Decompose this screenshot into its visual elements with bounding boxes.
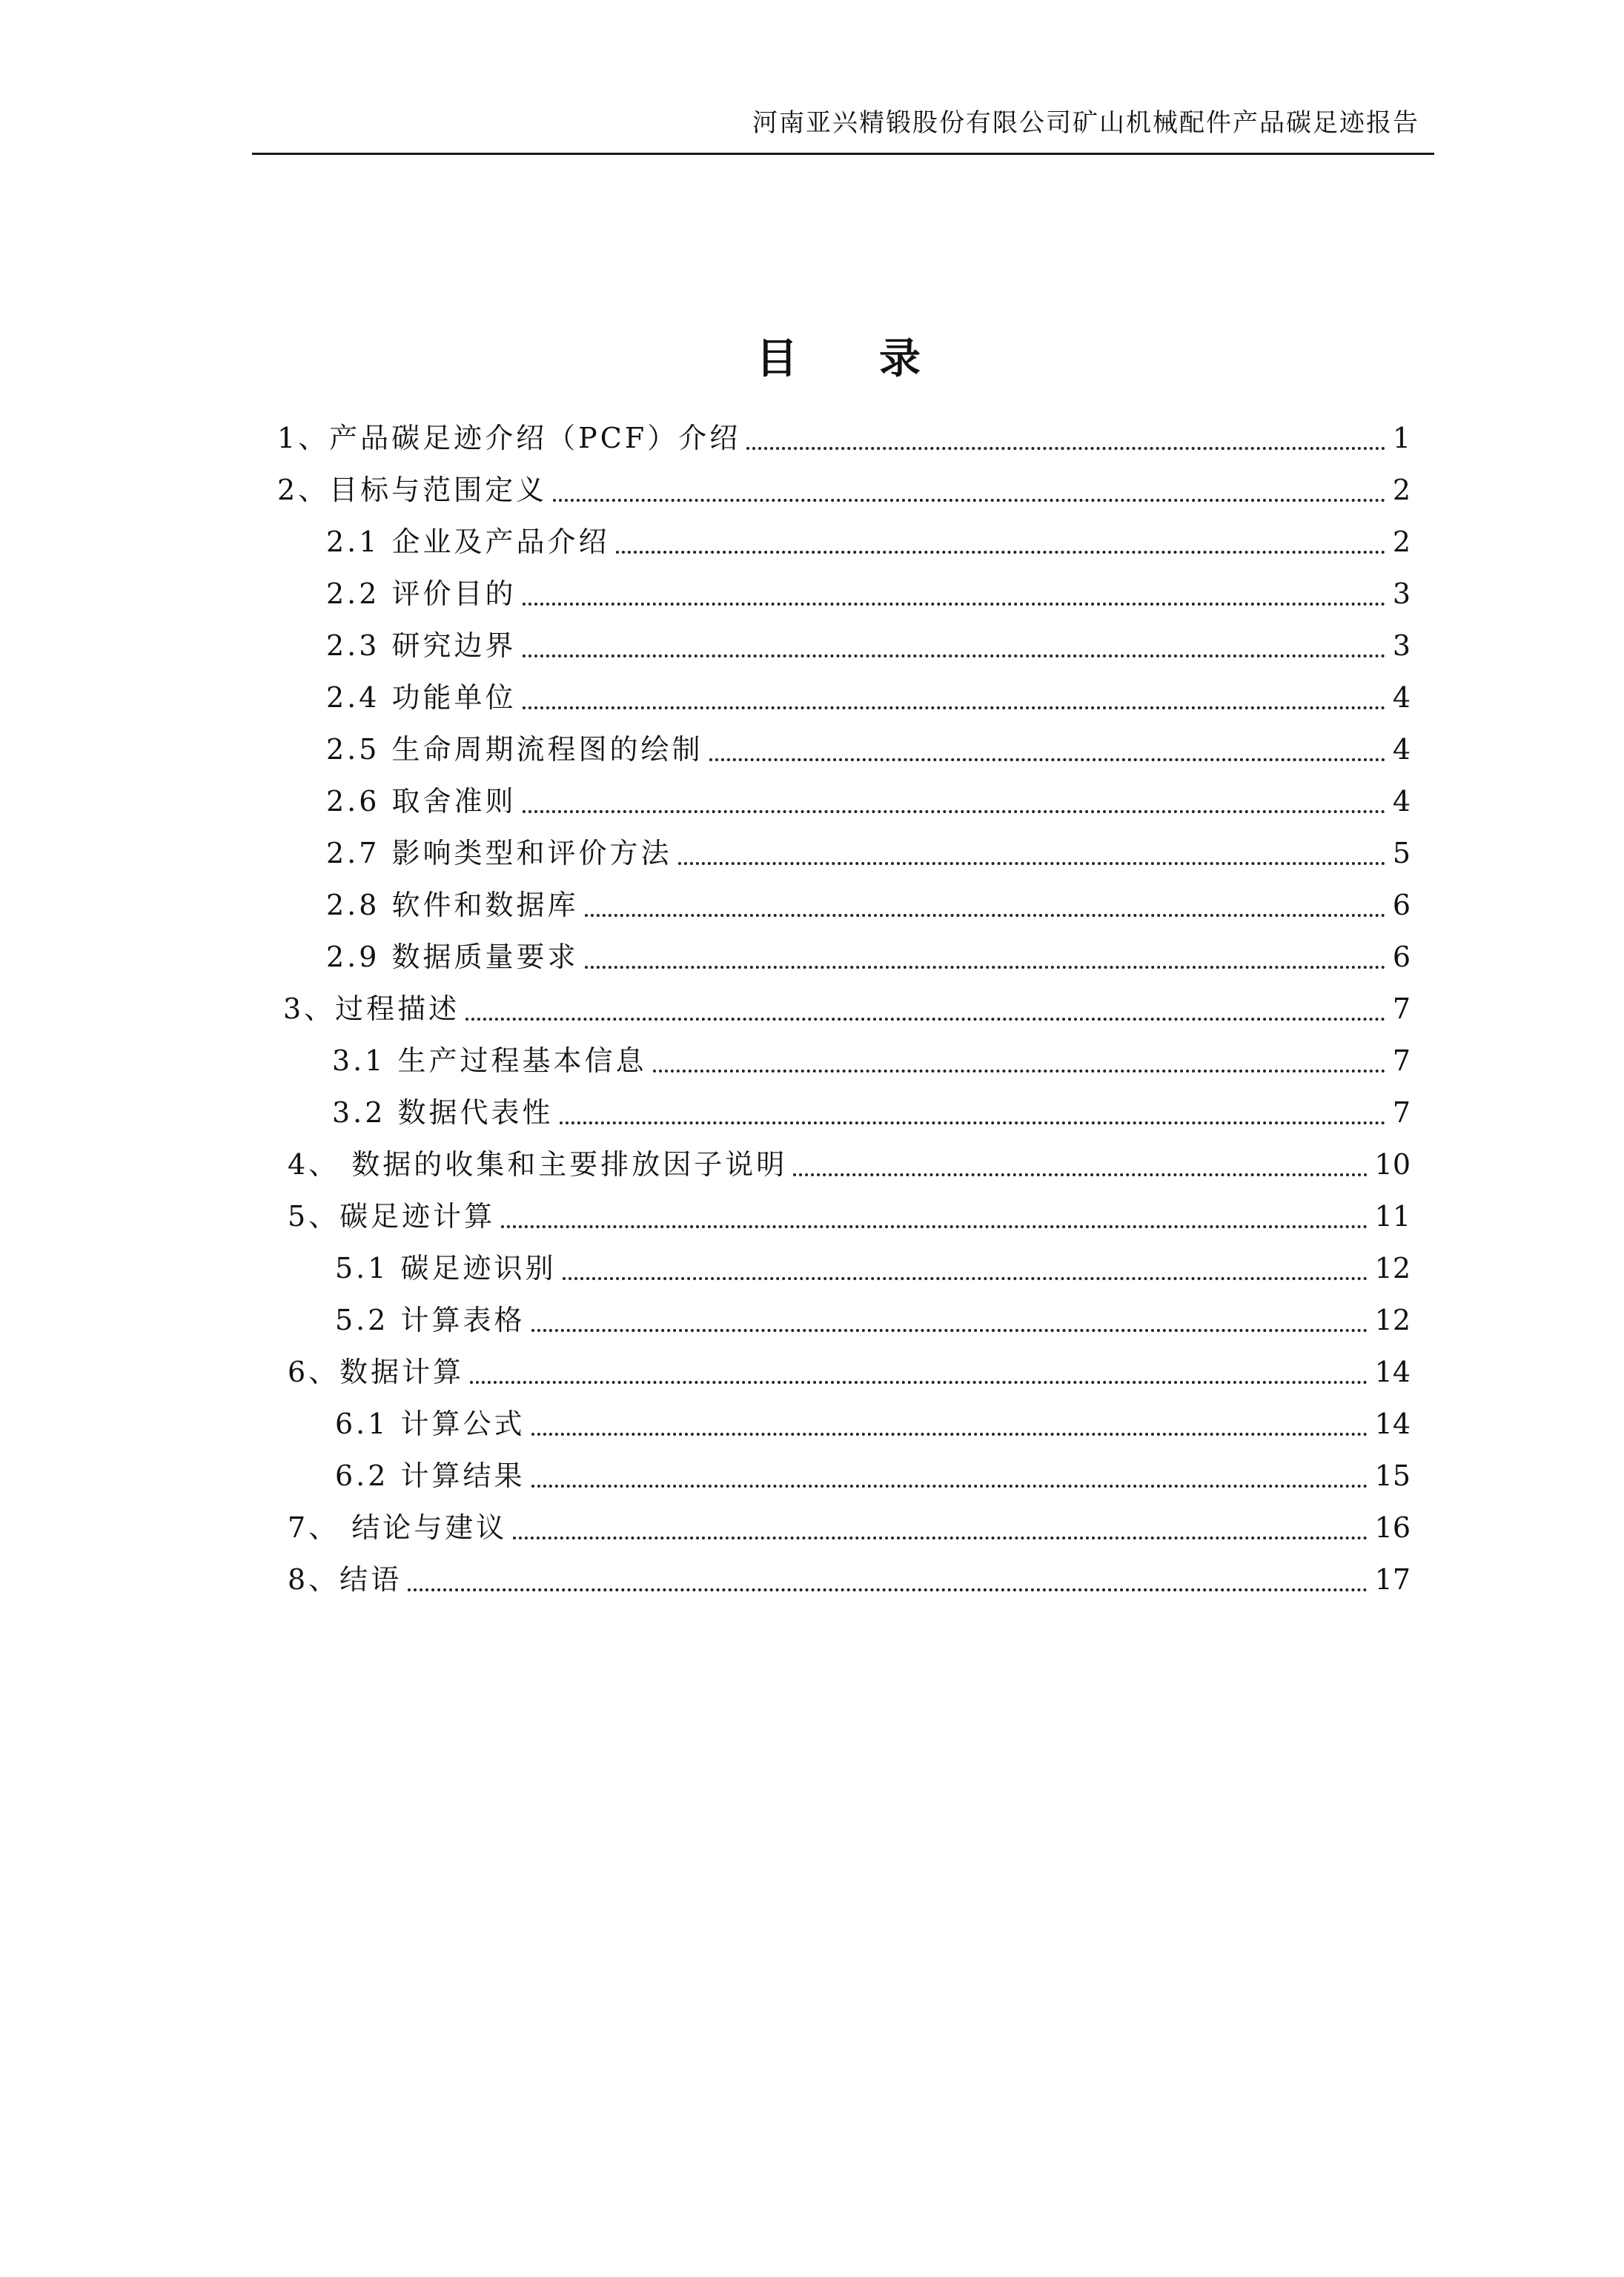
toc-entry-page: 2 bbox=[1392, 526, 1411, 558]
toc-entry-title: 2.7 影响类型和评价方法 bbox=[326, 837, 672, 869]
toc-leader-dots bbox=[709, 758, 1385, 761]
toc-entry-page: 15 bbox=[1374, 1459, 1411, 1492]
toc-leader-dots bbox=[523, 603, 1385, 606]
toc-leader-dots bbox=[523, 810, 1385, 813]
toc-entry-title: 2.1 企业及产品介绍 bbox=[326, 526, 610, 558]
toc-entry-1[interactable] bbox=[277, 415, 1411, 461]
toc-entry-title: 3.2 数据代表性 bbox=[332, 1096, 554, 1129]
toc-entry-page: 12 bbox=[1374, 1252, 1411, 1285]
toc-entry-3[interactable] bbox=[283, 986, 1411, 1032]
toc-entry-page: 4 bbox=[1392, 681, 1411, 714]
toc-leader-dots bbox=[678, 862, 1385, 865]
toc-entry-title: 3.1 生产过程基本信息 bbox=[332, 1044, 647, 1077]
toc-leader-dots bbox=[523, 706, 1385, 709]
toc-leader-dots bbox=[560, 1121, 1385, 1124]
toc-entry-page: 10 bbox=[1374, 1148, 1411, 1181]
toc-entry-2[interactable] bbox=[277, 467, 1411, 513]
toc-leader-dots bbox=[746, 447, 1385, 450]
toc-heading: 目录 bbox=[756, 335, 1002, 383]
toc-leader-dots bbox=[513, 1537, 1367, 1539]
toc-entry-page: 3 bbox=[1392, 577, 1411, 610]
toc-entry-title: 6、数据计算 bbox=[288, 1356, 465, 1388]
toc-entry-page: 12 bbox=[1374, 1304, 1411, 1336]
toc-entry-title: 2.9 数据质量要求 bbox=[326, 941, 579, 973]
toc-entry-title: 2、目标与范围定义 bbox=[277, 474, 548, 506]
toc-entry-page: 16 bbox=[1374, 1511, 1411, 1544]
toc-leader-dots bbox=[653, 1070, 1385, 1073]
toc-entry-title: 5.1 碳足迹识别 bbox=[335, 1252, 557, 1285]
toc-entry-2-8[interactable] bbox=[326, 882, 1411, 928]
toc-entry-page: 4 bbox=[1392, 785, 1411, 818]
toc-entry-page: 6 bbox=[1392, 941, 1411, 973]
toc-leader-dots bbox=[531, 1433, 1368, 1436]
toc-entry-page: 3 bbox=[1392, 629, 1411, 662]
toc-entry-title: 5.2 计算表格 bbox=[335, 1304, 526, 1336]
toc-entry-page: 17 bbox=[1374, 1563, 1411, 1596]
toc-entry-3-2[interactable] bbox=[332, 1090, 1411, 1136]
toc-entry-page: 14 bbox=[1374, 1356, 1411, 1388]
toc-leader-dots bbox=[501, 1225, 1367, 1228]
header-divider bbox=[252, 153, 1434, 155]
toc-entry-5[interactable] bbox=[288, 1193, 1411, 1239]
toc-entry-page: 14 bbox=[1374, 1408, 1411, 1440]
report-header-title: 河南亚兴精锻股份有限公司矿山机械配件产品碳足迹报告 bbox=[752, 108, 1419, 138]
toc-leader-dots bbox=[616, 551, 1385, 554]
toc-entry-page: 7 bbox=[1392, 992, 1411, 1025]
toc-entry-title: 2.8 软件和数据库 bbox=[326, 889, 579, 921]
toc-entry-2-5[interactable] bbox=[326, 726, 1411, 772]
toc-entry-title: 2.2 评价目的 bbox=[326, 577, 517, 610]
toc-entry-page: 5 bbox=[1392, 837, 1411, 869]
toc-entry-5-1[interactable] bbox=[335, 1245, 1411, 1291]
toc-leader-dots bbox=[531, 1329, 1368, 1332]
toc-leader-dots bbox=[408, 1588, 1367, 1591]
toc-entry-title: 6.1 计算公式 bbox=[335, 1408, 526, 1440]
toc-entry-2-9[interactable] bbox=[326, 934, 1411, 980]
toc-entry-page: 6 bbox=[1392, 889, 1411, 921]
toc-leader-dots bbox=[563, 1277, 1368, 1280]
toc-leader-dots bbox=[470, 1381, 1367, 1384]
toc-entry-6-2[interactable] bbox=[335, 1453, 1411, 1499]
toc-entry-page: 7 bbox=[1392, 1096, 1411, 1129]
toc-entry-2-7[interactable] bbox=[326, 830, 1411, 876]
toc-leader-dots bbox=[553, 499, 1385, 502]
toc-leader-dots bbox=[585, 914, 1385, 917]
toc-entry-page: 2 bbox=[1392, 474, 1411, 506]
toc-entry-page: 1 bbox=[1392, 422, 1411, 454]
toc-leader-dots bbox=[465, 1018, 1385, 1021]
toc-entry-title: 5、碳足迹计算 bbox=[288, 1200, 496, 1233]
toc-entry-2-2[interactable] bbox=[326, 571, 1411, 617]
toc-entry-title: 2.4 功能单位 bbox=[326, 681, 517, 714]
toc-entry-title: 3、过程描述 bbox=[283, 992, 460, 1025]
toc-entry-6-1[interactable] bbox=[335, 1401, 1411, 1447]
toc-entry-4[interactable] bbox=[288, 1141, 1411, 1187]
toc-leader-dots bbox=[531, 1485, 1368, 1488]
toc-entry-7[interactable] bbox=[288, 1505, 1411, 1551]
toc-leader-dots bbox=[585, 966, 1385, 969]
toc-entry-8[interactable] bbox=[288, 1557, 1411, 1602]
toc-entry-title: 1、产品碳足迹介绍（PCF）介绍 bbox=[277, 422, 741, 454]
toc-leader-dots bbox=[793, 1173, 1367, 1176]
toc-leader-dots bbox=[523, 654, 1385, 657]
toc-entry-title: 8、结语 bbox=[288, 1563, 402, 1596]
toc-entry-2-4[interactable] bbox=[326, 675, 1411, 720]
toc-entry-2-3[interactable] bbox=[326, 623, 1411, 669]
toc-entry-5-2[interactable] bbox=[335, 1297, 1411, 1343]
toc-entry-title: 6.2 计算结果 bbox=[335, 1459, 526, 1492]
toc-entry-6[interactable] bbox=[288, 1349, 1411, 1395]
toc-entry-page: 7 bbox=[1392, 1044, 1411, 1077]
toc-entry-page: 4 bbox=[1392, 733, 1411, 766]
toc-entry-page: 11 bbox=[1374, 1200, 1411, 1233]
toc-entry-title: 4、 数据的收集和主要排放因子说明 bbox=[288, 1148, 788, 1181]
toc-entry-2-6[interactable] bbox=[326, 778, 1411, 824]
toc-entry-title: 2.6 取舍准则 bbox=[326, 785, 517, 818]
toc-entry-2-1[interactable] bbox=[326, 519, 1411, 565]
toc-entry-title: 7、 结论与建议 bbox=[288, 1511, 508, 1544]
toc-entry-title: 2.3 研究边界 bbox=[326, 629, 517, 662]
toc-entry-title: 2.5 生命周期流程图的绘制 bbox=[326, 733, 703, 766]
toc-entry-3-1[interactable] bbox=[332, 1038, 1411, 1084]
